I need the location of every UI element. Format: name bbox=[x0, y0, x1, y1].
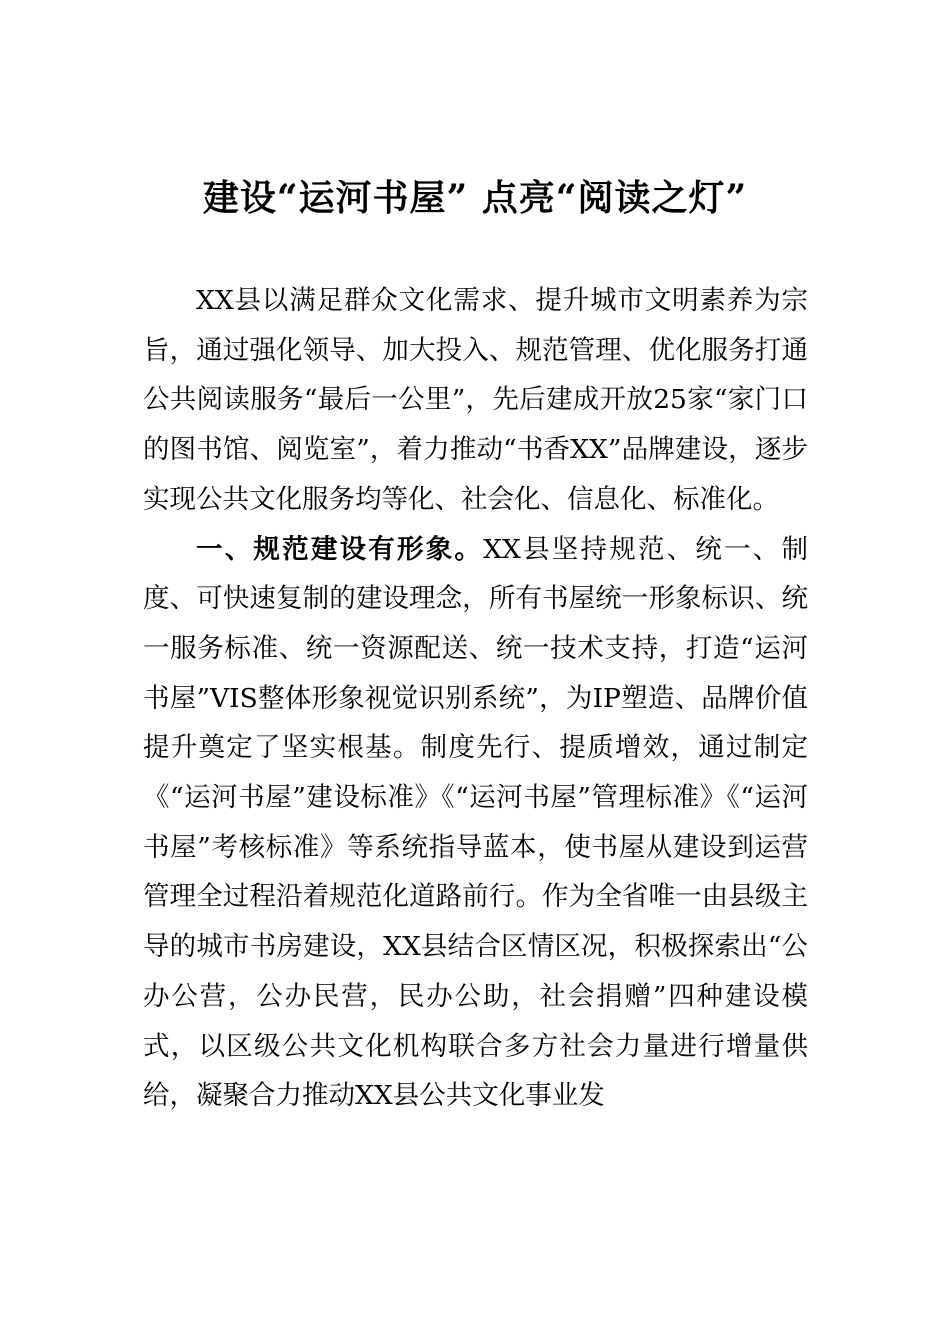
section-one-text: XX县坚持规范、统一、制度、可快速复制的建设理念，所有书屋统一形象标识、统一服务标准、统一资源配送、统一技术支持，打造“运河书屋”VIS整体形象视觉识别系统”，为IP塑造、品牌价值提升奠定了坚实根基。制度先行、提质增效，通过制定《“运河书屋”建设标准》《“运河书屋”管理标准》《“运河书屋”考核标准》等系统指导蓝本，使书屋从建设到运营管理全过程沿着规范化道路前行。作为全省唯一由县级主导的城市书房建设，XX县结合区情区况，积极探索出“公办公营，公办民营，民办公助，社会捐赠”四种建设模式，以区级公共文化机构联合多方社会力量进行增量供给，凝聚合力推动XX县公共文化事业发 bbox=[143, 533, 809, 1112]
section-one-heading: 一、规范建设有形象。 bbox=[196, 533, 484, 565]
intro-paragraph-text: XX县以满足群众文化需求、提升城市文明素养为宗旨，通过强化领导、加大投入、规范管理、优化服务打通公共阅读服务“最后一公里”，先后建成开放25家“家门口的图书馆、阅览室”，着力推动“书香XX”品牌建设，逐步实现公共文化服务均等化、社会化、信息化、标准化。 bbox=[143, 285, 808, 515]
document-title: 建设“运河书屋” 点亮“阅读之灯” bbox=[202, 177, 748, 219]
intro-paragraph bbox=[143, 276, 808, 525]
section-one-paragraph bbox=[143, 525, 808, 1121]
document-body bbox=[143, 276, 808, 1121]
